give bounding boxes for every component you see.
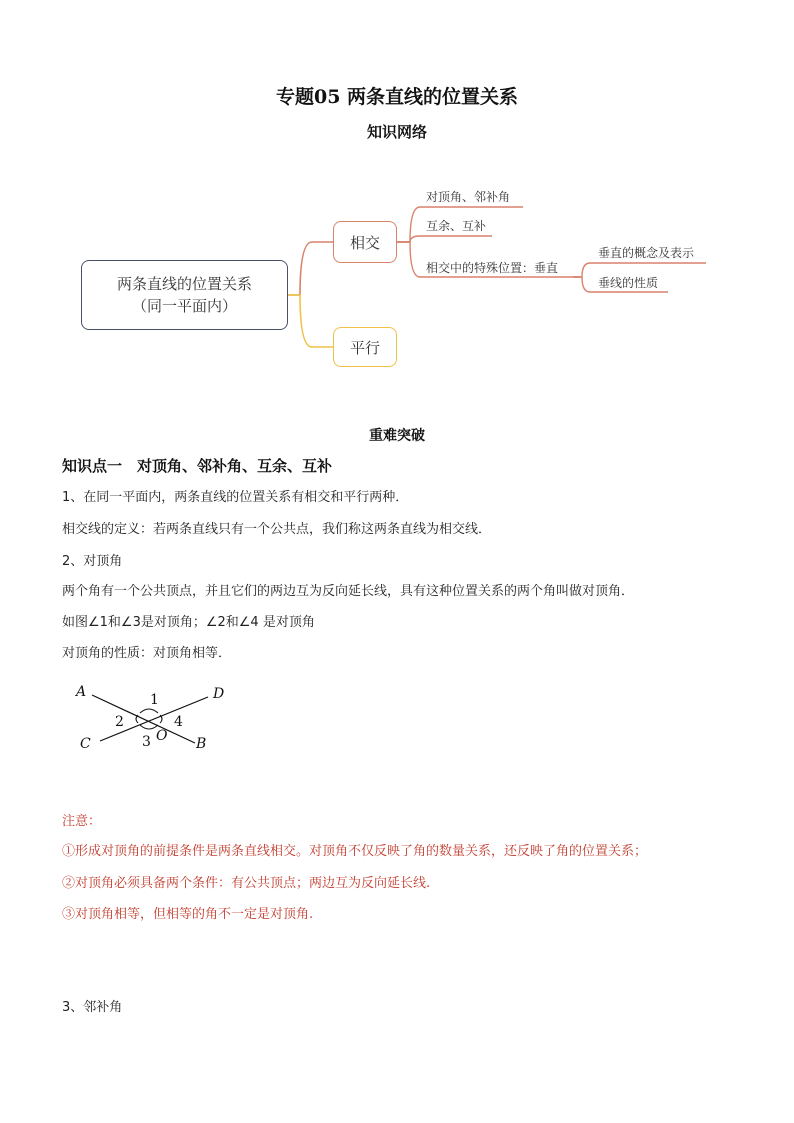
paragraph: 对顶角的性质：对顶角相等．	[62, 646, 232, 661]
mindmap-subleaf-property: 垂线的性质	[598, 276, 659, 290]
label-d: D	[213, 686, 225, 702]
mindmap-root-node: 两条直线的位置关系（同一平面内）	[81, 260, 288, 330]
mindmap-leaf-perpendicular: 相交中的特殊位置：垂直	[426, 261, 559, 275]
page-title: 专题05 两条直线的位置关系	[275, 86, 519, 108]
paragraph: 相交线的定义：若两条直线只有一个公共点，我们称这两条直线为相交线．	[62, 522, 492, 537]
knowledge-network-heading: 知识网络	[366, 123, 427, 141]
label-o: O	[156, 728, 168, 744]
note-item: ③对顶角相等，但相等的角不一定是对顶角.	[62, 907, 314, 922]
section-title: 重难突破	[369, 428, 425, 444]
label-c: C	[80, 736, 91, 752]
paragraph: 2、对顶角	[62, 554, 123, 569]
angle-3: 3	[142, 734, 151, 750]
mindmap-connectors	[0, 0, 794, 400]
angle-2: 2	[115, 714, 124, 730]
knowledge-point-title: 知识点一 对顶角、邻补角、互余、互补	[62, 457, 333, 475]
mindmap-subleaf-concept: 垂直的概念及表示	[598, 246, 695, 260]
mindmap-leaf-complementary: 互余、互补	[426, 219, 487, 233]
angle-4: 4	[174, 714, 183, 730]
angle-1: 1	[150, 692, 159, 708]
mindmap-leaf-vertical-angles: 对顶角、邻补角	[426, 190, 511, 204]
mindmap-parallel-node: 平行	[333, 327, 397, 367]
label-b: B	[196, 736, 207, 752]
mindmap-intersect-node: 相交	[333, 221, 397, 263]
note-heading: 注意：	[62, 814, 102, 829]
next-section-heading: 3、邻补角	[62, 1000, 123, 1015]
note-item: ②对顶角必须具备两个条件：有公共顶点；两边互为反向延长线.	[62, 876, 431, 891]
paragraph: 1、在同一平面内，两条直线的位置关系有相交和平行两种．	[62, 490, 409, 505]
label-a: A	[76, 684, 87, 700]
paragraph: 两个角有一个公共顶点，并且它们的两边互为反向延长线，具有这种位置关系的两个角叫做对顶角．	[62, 584, 635, 599]
note-item: ①形成对顶角的前提条件是两条直线相交。对顶角不仅反映了角的数量关系，还反映了角的位置关系；	[62, 844, 648, 859]
paragraph: 如图∠1和∠3是对顶角；∠2和∠4 是对顶角	[62, 615, 315, 630]
